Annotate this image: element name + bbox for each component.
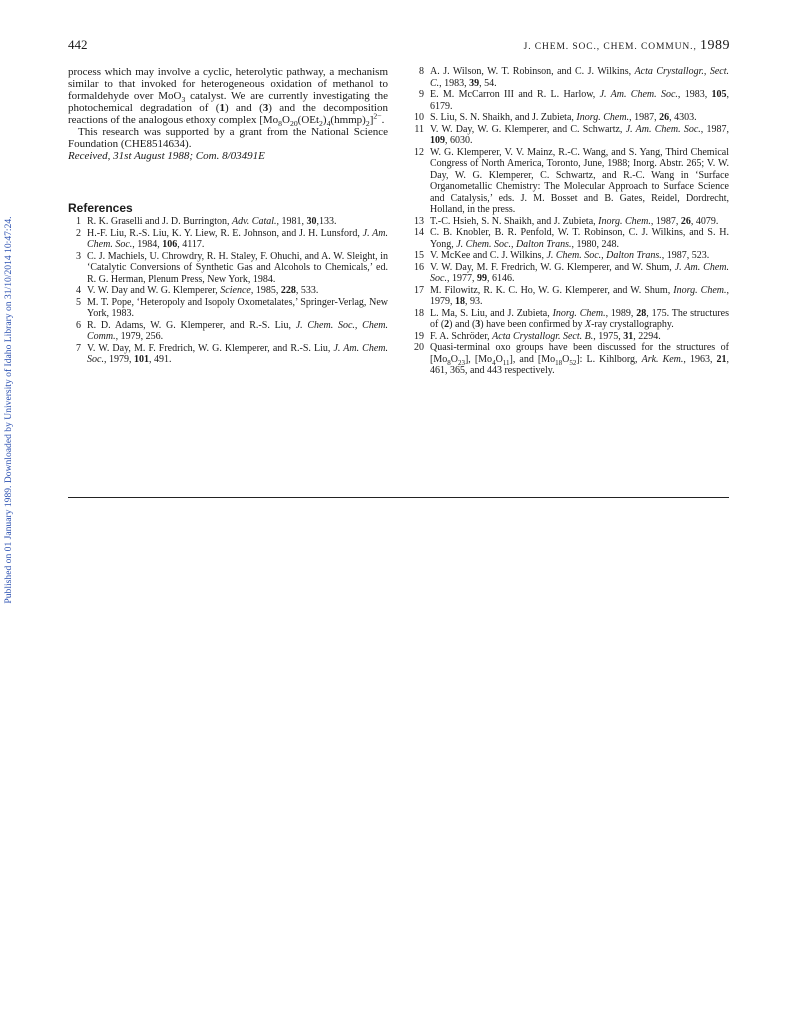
reference-item: [68, 343, 388, 366]
paragraph-text: ) and the decomposition reactions of the analogous ethoxy complex [Mo: [68, 102, 388, 126]
reference-number: 14: [414, 227, 424, 238]
received-line: Received, 31st August 1988; Com. 8/03491E: [68, 150, 265, 162]
reference-item: [411, 262, 729, 285]
compound-number: 3: [262, 102, 269, 114]
reference-number: 6: [76, 319, 81, 331]
reference-number: 2: [76, 227, 81, 239]
reference-text: H.-F. Liu, R.-S. Liu, K. Y. Liew, R. E. Johnson, and J. H. Lunsford, J. Am. Chem. Soc., 1984, 106, 4117.: [87, 227, 388, 250]
reference-number: 10: [414, 112, 424, 123]
download-side-note-text: Published on 01 January 1989. Downloaded by University of Idaho Library on 31/10/2014 10:47:24.: [3, 216, 14, 604]
reference-item: [68, 285, 388, 297]
references-heading: References: [68, 201, 133, 215]
formula-text: .: [381, 114, 385, 126]
reference-item: [68, 228, 388, 251]
reference-text: L. Ma, S. Liu, and J. Zubieta, Inorg. Chem., 1989, 28, 175. The structures of (2) and (3) have been confirmed by X-ray crystallography.: [430, 307, 730, 330]
download-side-note: [2, 190, 16, 630]
subscript: 8: [278, 119, 283, 129]
right-column: [411, 66, 729, 377]
reference-text: M. Filowitz, R. K. C. Ho, W. G. Klemperer, and W. Shum, Inorg. Chem., 1979, 18, 93.: [430, 284, 729, 307]
reference-item: [68, 320, 388, 343]
reference-text: V. W. Day, M. F. Fredrich, W. G. Klemperer, and W. Shum, J. Am. Chem. Soc., 1977, 99, 6146.: [430, 261, 729, 284]
journal-header: [524, 38, 730, 54]
reference-number: 5: [76, 296, 81, 308]
reference-item: [411, 112, 729, 124]
reference-text: V. W. Day, M. F. Fredrich, W. G. Klemperer, and R.-S. Liu, J. Am. Chem. Soc., 1979, 101, 491.: [87, 342, 388, 365]
reference-item: [411, 124, 729, 147]
reference-text: C. B. Knobler, B. R. Penfold, W. T. Robinson, C. J. Wilkins, and S. H. Yong, J. Chem. Soc., Dalton Trans., 1980, 248.: [430, 227, 729, 250]
reference-number: 11: [414, 123, 424, 135]
superscript: 2−: [373, 111, 382, 121]
reference-text: R. K. Graselli and J. D. Burrington, Adv. Catal., 1981, 30,133.: [87, 216, 337, 227]
formula-text: O: [282, 114, 290, 126]
reference-text: S. Liu, S. N. Shaikh, and J. Zubieta, Inorg. Chem., 1987, 26, 4303.: [430, 112, 697, 123]
reference-number: 4: [76, 285, 81, 296]
footer-rule: [68, 497, 729, 498]
reference-item: [411, 216, 729, 228]
paragraph-text: catalyst. We are currently investigating the photochemical degradation of (: [68, 90, 388, 114]
formula-text: (OEt: [297, 114, 320, 126]
reference-item: [411, 89, 729, 112]
reference-text: R. D. Adams, W. G. Klemperer, and R.-S. Liu, J. Chem. Soc., Chem. Comm., 1979, 256.: [87, 319, 388, 342]
reference-number: 19: [414, 330, 424, 342]
reference-number: 18: [414, 307, 424, 319]
reference-text: T.-C. Hsieh, S. N. Shaikh, and J. Zubieta, Inorg. Chem., 1987, 26, 4079.: [430, 215, 719, 227]
reference-number: 15: [414, 250, 424, 261]
reference-text: V. W. Day and W. G. Klemperer, Science, 1985, 228, 533.: [87, 285, 319, 296]
reference-item: [411, 227, 729, 250]
paragraph-text: ) and (: [224, 102, 263, 114]
reference-item: [411, 250, 729, 262]
reference-text: V. W. Day, W. G. Klemperer, and C. Schwartz, J. Am. Chem. Soc., 1987, 109, 6030.: [430, 123, 730, 146]
formula-text: (hmmp): [330, 114, 366, 126]
formula-text: ]: [369, 114, 374, 126]
references-list-right: [411, 66, 729, 377]
reference-number: 17: [414, 284, 424, 296]
references-list-left: [68, 216, 388, 366]
reference-number: 8: [419, 66, 424, 77]
paragraph-conclusion: [68, 66, 388, 129]
reference-item: [411, 308, 729, 331]
journal-name: J. CHEM. SOC., CHEM. COMMUN.,: [523, 42, 697, 52]
reference-item: [68, 216, 388, 228]
reference-text: C. J. Machiels, U. Chrowdry, R. H. Staley, F. Ohuchi, and A. W. Sleight, in ‘Catalytic Conversions of Synthetic Gas and Alcohols to Chemicals,’ ed. R. G. Herman, Plenum Press, New York, 1984.: [87, 250, 388, 285]
reference-text: Quasi-terminal oxo groups have been discussed for the structures of $[Mo_8O_{23}]$, $[Mo_4O_{11}]$, and $[Mo_{18}O_{52}]$: L. Kihlborg, Ark. Kem., 1963, 21, 461, 365, and 443 respectively.: [430, 342, 729, 376]
reference-item: [68, 297, 388, 320]
subscript: 2: [365, 119, 370, 129]
reference-number: 13: [414, 215, 424, 227]
reference-number: 20: [414, 342, 424, 353]
reference-number: 9: [419, 89, 424, 100]
subscript: 3: [181, 95, 186, 105]
subscript: 4: [326, 119, 331, 129]
formula-text: ): [322, 114, 327, 126]
compound-number: 1: [219, 102, 225, 114]
reference-number: 12: [414, 146, 424, 158]
body-text: [68, 66, 388, 162]
reference-text: E. M. McCarron III and R. L. Harlow, J. Am. Chem. Soc., 1983, 105, 6179.: [430, 89, 730, 112]
reference-item: [68, 251, 388, 286]
reference-text: M. T. Pope, ‘Heteropoly and Isopoly Oxometalates,’ Springer-Verlag, New York, 1983.: [87, 296, 388, 319]
reference-item: [411, 147, 729, 216]
reference-number: 16: [414, 261, 424, 273]
reference-item: [411, 331, 729, 343]
page-number: 442: [68, 37, 88, 52]
subscript: 2: [319, 119, 323, 129]
reference-item: [411, 285, 729, 308]
reference-item: [411, 342, 729, 377]
left-column: [68, 66, 388, 366]
reference-text: V. McKee and C. J. Wilkins, J. Chem. Soc., Dalton Trans., 1987, 523.: [430, 250, 710, 261]
reference-number: 1: [76, 216, 81, 227]
reference-item: [411, 66, 729, 89]
subscript: 20: [289, 119, 298, 129]
reference-text: F. A. Schröder, Acta Crystallogr. Sect. B., 1975, 31, 2294.: [430, 330, 661, 342]
reference-text: A. J. Wilson, W. T. Robinson, and C. J. Wilkins, Acta Crystallogr., Sect. C., 1983, 39, 54.: [430, 66, 729, 89]
reference-number: 3: [76, 250, 81, 262]
paragraph-text: process which may involve a cyclic, heterolytic pathway, a mechanism similar to that invoked for heterogeneous oxidation of methanol to formaldehyde over MoO: [68, 66, 388, 102]
paragraph-acknowledgement: This research was supported by a grant from the National Science Foundation (CHE8514634).: [68, 126, 388, 150]
journal-year: 1989: [700, 38, 730, 53]
reference-number: 7: [76, 342, 81, 354]
reference-text: W. G. Klemperer, V. V. Mainz, R.-C. Wang, and S. Yang, Third Chemical Congress of North America, Toronto, June, 1988; Inorg. Abstr. 265; V. W. Day, W. G. Klemperer, C. Schwartz, and R.-C. Wang in ‘Surface Organometallic Chemistry: The Molecular Approach to Surface Science and Catalysis,’ eds. J. M. Bosset and B. Gates, Reidel, Dordrecht, Holland, in the press.: [430, 146, 729, 215]
